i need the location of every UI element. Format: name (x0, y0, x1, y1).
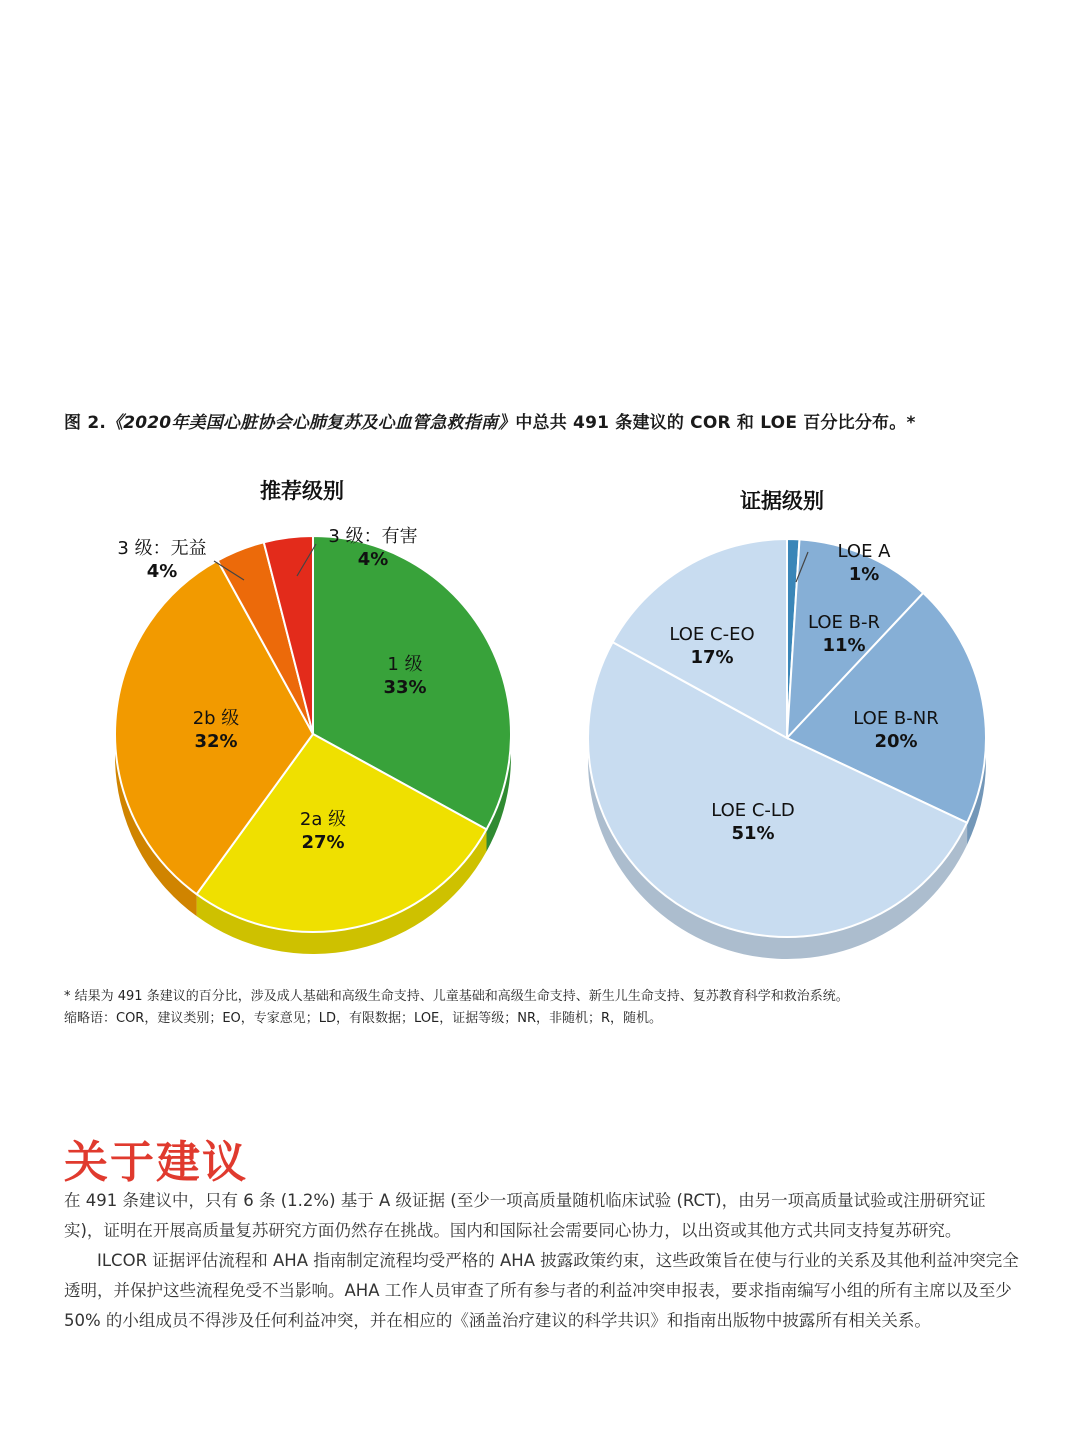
slice-value: 20% (874, 731, 918, 752)
pie-charts (0, 460, 1080, 960)
footnote-line-2: 缩略语：COR，建议类别；EO，专家意见；LD，有限数据；LOE，证据等级；NR，非随机；R，随机。 (64, 1011, 663, 1026)
footnote (64, 986, 1024, 1030)
slice-value: 17% (690, 647, 734, 668)
slice-value: 27% (301, 832, 345, 853)
slice-label: 3 级：有害 (328, 526, 418, 547)
pie-title: 推荐级别 (260, 479, 344, 503)
slice-label: LOE A (837, 541, 891, 562)
section-body (64, 1186, 1024, 1336)
slice-label: LOE B-NR (853, 708, 939, 729)
slice-label: LOE B-R (808, 612, 880, 633)
footnote-line-1: * 结果为 491 条建议的百分比，涉及成人基础和高级生命支持、儿童基础和高级生命支持、新生儿生命支持、复苏教育科学和救治系统。 (64, 989, 849, 1004)
slice-value: 4% (357, 549, 389, 570)
figure-caption (64, 408, 1024, 433)
slice-value: 33% (383, 677, 427, 698)
slice-label: LOE C-EO (669, 624, 755, 645)
figure-guideline-title: 《2020年美国心脏协会心肺复苏及心血管急救指南》 (106, 413, 516, 433)
pie-title: 证据级别 (740, 489, 824, 513)
slice-value: 32% (194, 731, 238, 752)
slice-label: 3 级：无益 (117, 538, 207, 559)
slice-label: 1 级 (387, 654, 423, 675)
slice-label: 2a 级 (299, 809, 347, 830)
figure-caption-text: 中总共 491 条建议的 COR 和 LOE 百分比分布。* (515, 413, 916, 433)
pie-chart-loe (588, 489, 986, 959)
slice-value: 1% (848, 564, 880, 585)
figure-number: 图 2. (64, 413, 107, 433)
pie-chart-cor (115, 479, 511, 954)
slice-label: 2b 级 (192, 708, 240, 729)
section-title: 关于建议 (64, 1137, 248, 1188)
slice-value: 4% (146, 561, 178, 582)
slice-value: 51% (731, 823, 775, 844)
slice-value: 11% (822, 635, 866, 656)
paragraph-1: 在 491 条建议中，只有 6 条 (1.2%) 基于 A 级证据 (至少一项高质量随机临床试验 (RCT)，由另一项高质量试验或注册研究证实)，证明在开展高质量复苏研究方面仍然存在挑战。国内和国际社会需要同心协力，以出资或其他方式共同支持复苏研究。 (64, 1191, 986, 1240)
paragraph-2: ILCOR 证据评估流程和 AHA 指南制定流程均受严格的 AHA 披露政策约束，这些政策旨在使与行业的关系及其他利益冲突完全透明，并保护这些流程免受不当影响。AHA 工作人员审查了所有参与者的利益冲突申报表，要求指南编写小组的所有主席以及至少 50% 的小组成员不得涉及任何利益冲突，并在相应的《涵盖治疗建议的科学共识》和指南出版物中披露所有相关关系。 (64, 1251, 1019, 1330)
slice-label: LOE C-LD (711, 800, 795, 821)
